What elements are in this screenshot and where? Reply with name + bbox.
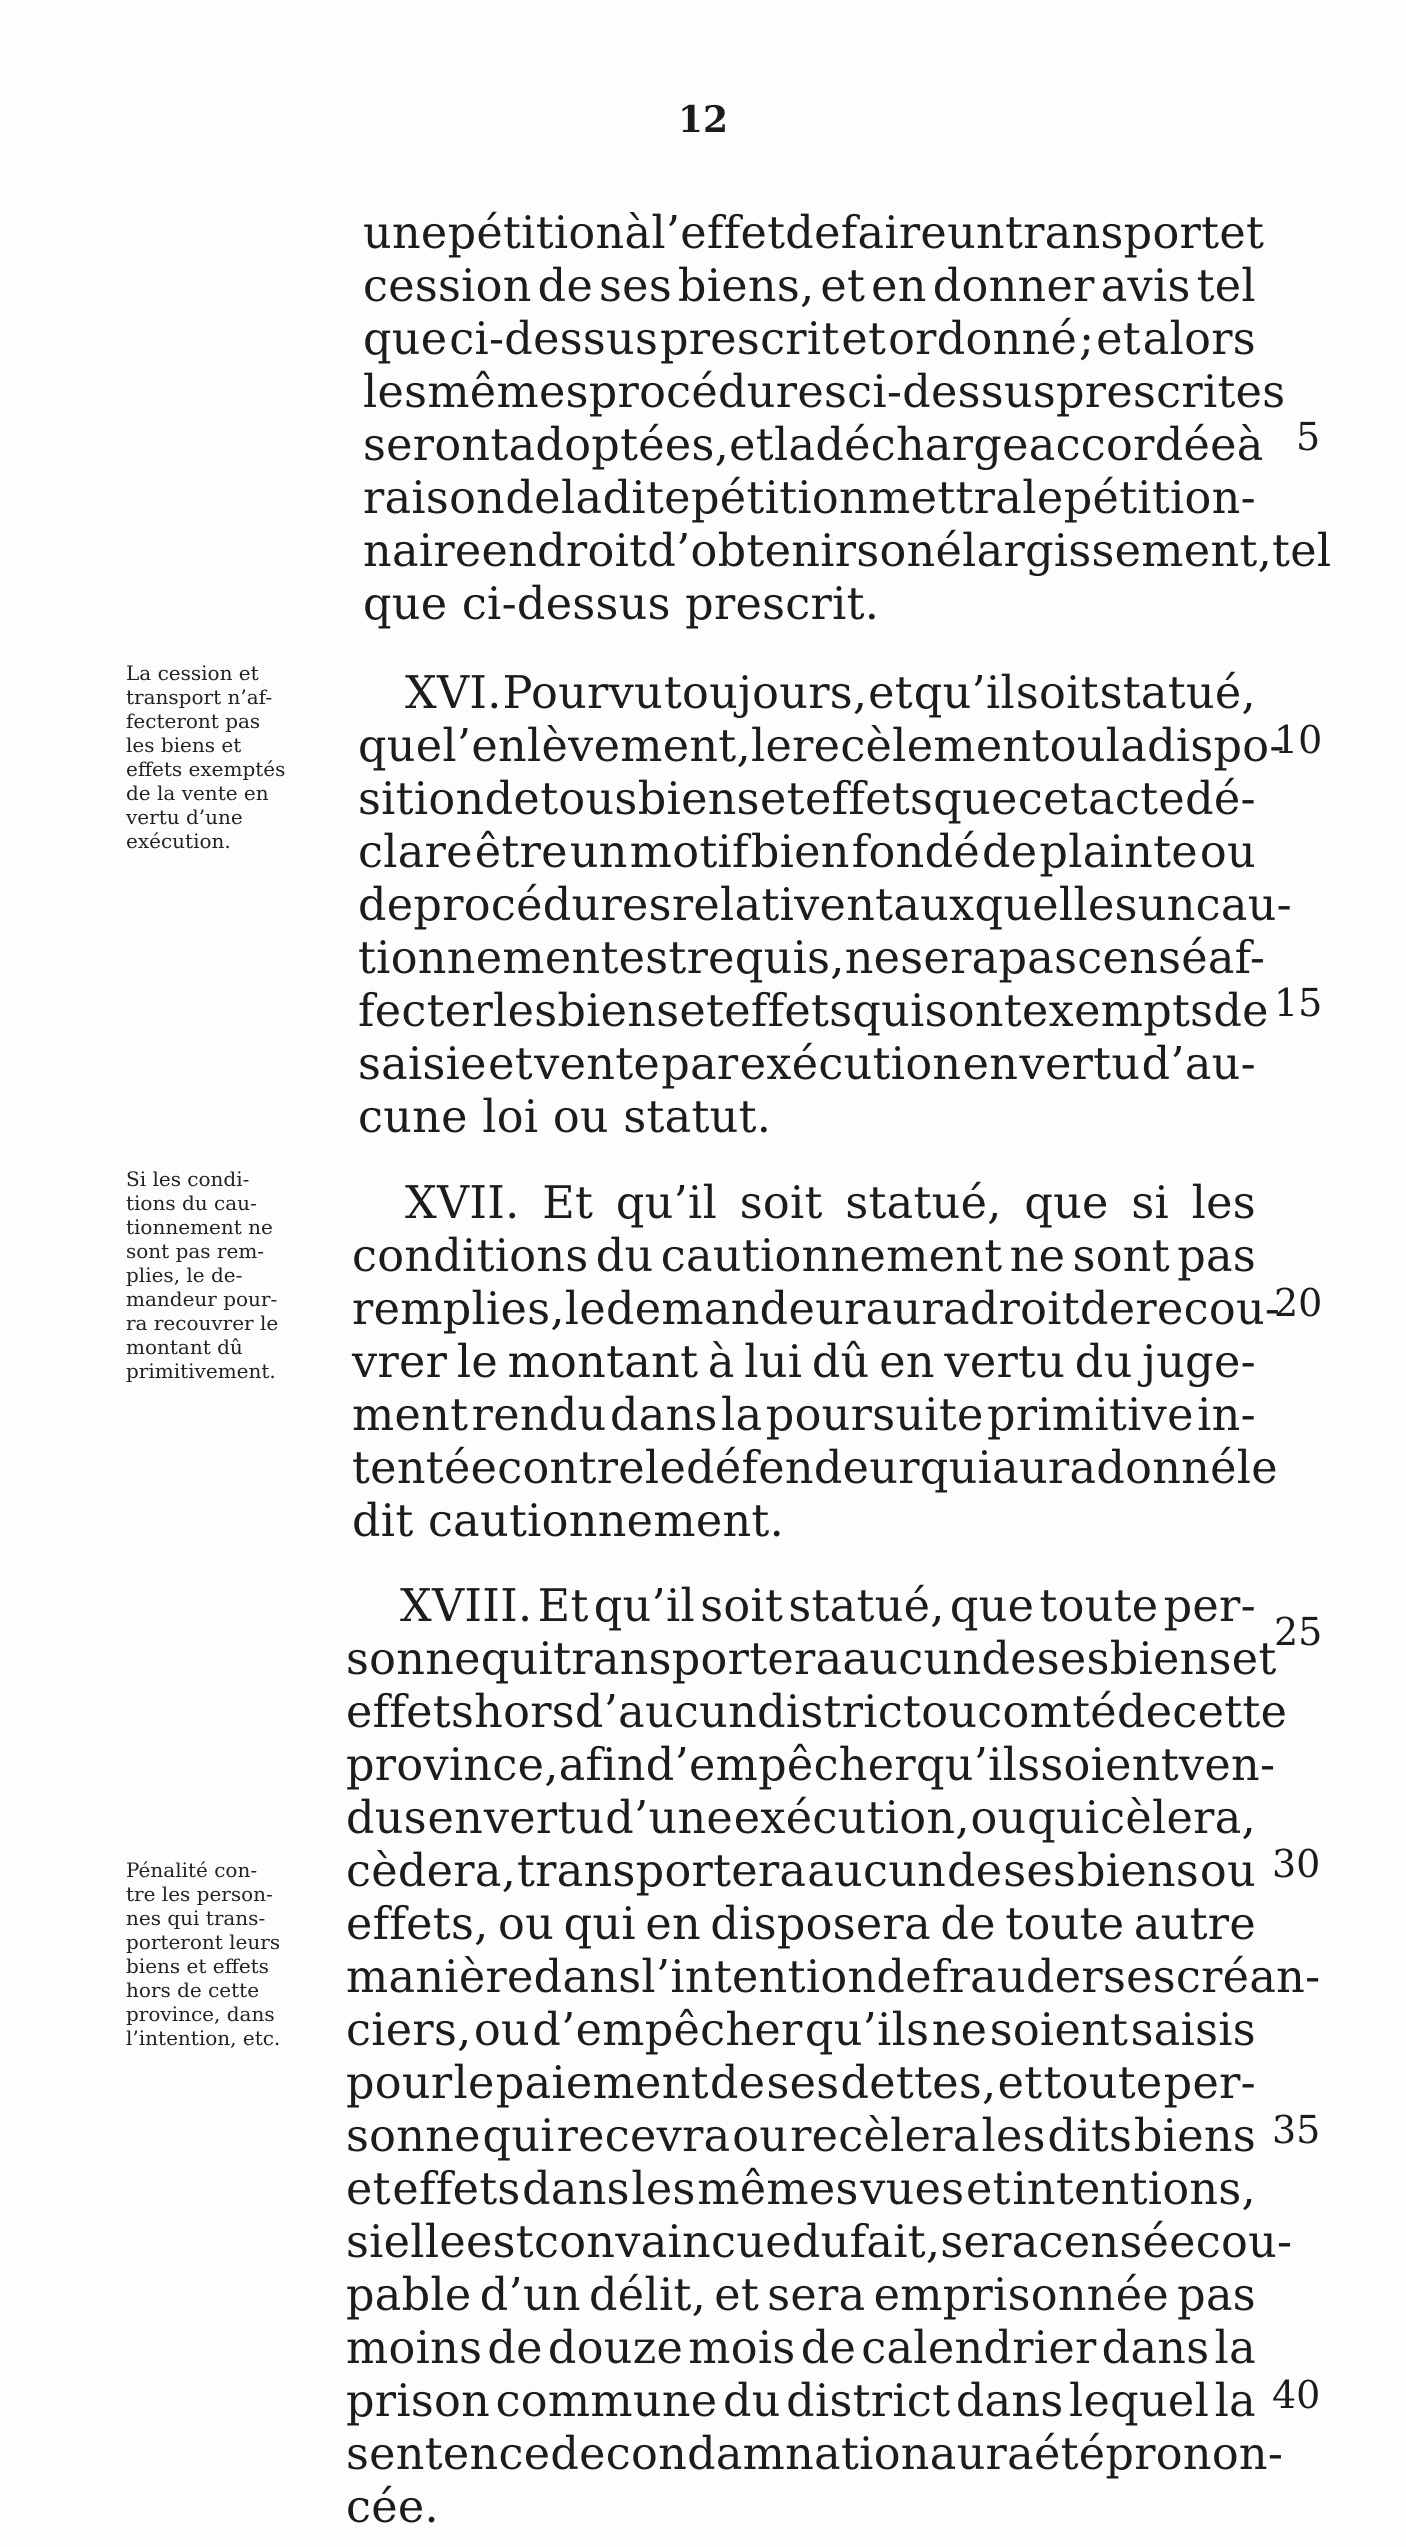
text-line: prison commune du district dans lequel la bbox=[346, 2376, 1256, 2427]
text-line: effets, ou qui en disposera de toute autre bbox=[346, 1899, 1256, 1950]
text-line: seront adoptées, et la décharge accordée à bbox=[363, 420, 1264, 471]
text-line: XVII. Et qu’il soit statué, que si les bbox=[405, 1178, 1256, 1229]
text-line: sonne qui transportera aucun de ses biens et bbox=[346, 1634, 1277, 1685]
text-line: dit cautionnement. bbox=[352, 1496, 785, 1547]
text-line: ment rendu dans la poursuite primitive in- bbox=[352, 1390, 1256, 1441]
page-number: 12 bbox=[677, 99, 729, 141]
margin-note-line: de la vente en bbox=[126, 781, 269, 805]
margin-note-line: tre les person- bbox=[126, 1882, 273, 1906]
text-line: moins de douze mois de calendrier dans la bbox=[346, 2323, 1256, 2374]
text-line: pour le paiement de ses dettes, et toute per- bbox=[346, 2058, 1256, 2109]
margin-note-line: porteront leurs bbox=[126, 1930, 281, 1954]
text-line: conditions du cautionnement ne sont pas bbox=[352, 1231, 1256, 1282]
text-line: que ci-dessus prescrit et ordonné ; et alors bbox=[363, 314, 1256, 365]
text-line: les mêmes procédures ci-dessus prescrites bbox=[363, 367, 1286, 418]
margin-note-line: plies, le de- bbox=[126, 1263, 243, 1287]
margin-note-line: fecteront pas bbox=[126, 709, 261, 733]
text-line: saisie et vente par exécution en vertu d’au- bbox=[358, 1039, 1256, 1090]
text-line: de procédures relativent auxquelles un cau- bbox=[358, 880, 1293, 931]
text-line: XVI. Pourvu toujours, et qu’il soit statué, bbox=[405, 668, 1256, 719]
margin-note-line: effets exemptés bbox=[126, 757, 286, 781]
margin-note-line: montant dû bbox=[126, 1335, 243, 1359]
text-line: si elle est convaincue du fait, sera censée cou- bbox=[346, 2217, 1293, 2268]
line-number: 35 bbox=[1272, 2108, 1321, 2152]
text-line: raison de la dite pétition mettra le pétition- bbox=[363, 473, 1256, 524]
margin-note-line: hors de cette bbox=[126, 1978, 260, 2002]
margin-note-line: l’intention, etc. bbox=[126, 2026, 281, 2050]
line-number: 30 bbox=[1272, 1842, 1321, 1886]
margin-note-line: sont pas rem- bbox=[126, 1239, 265, 1263]
text-line: tionnement est requis, ne sera pas censé af- bbox=[358, 933, 1266, 984]
margin-note-line: nes qui trans- bbox=[126, 1906, 266, 1930]
text-line: sonne qui recevra ou recèlera les dits biens bbox=[346, 2111, 1256, 2162]
margin-note-line: tions du cau- bbox=[126, 1191, 257, 1215]
text-line: effets hors d’aucun district ou comté de cette bbox=[346, 1687, 1288, 1738]
margin-note-line: biens et effets bbox=[126, 1954, 269, 1978]
line-number: 10 bbox=[1274, 718, 1323, 762]
line-number: 20 bbox=[1274, 1281, 1323, 1325]
text-line: une pétition à l’effet de faire un transport et bbox=[363, 208, 1265, 259]
line-number: 25 bbox=[1274, 1610, 1323, 1654]
text-line: pable d’un délit, et sera emprisonnée pas bbox=[346, 2270, 1256, 2321]
text-line: que l’enlèvement, le recèlement ou la dispo- bbox=[358, 721, 1285, 772]
text-line: XVIII. Et qu’il soit statué, que toute per- bbox=[400, 1581, 1256, 1632]
text-line: et effets dans les mêmes vues et intentions, bbox=[346, 2164, 1256, 2215]
margin-note-line: ra recouvrer le bbox=[126, 1311, 279, 1335]
text-line: cune loi ou statut. bbox=[358, 1092, 772, 1143]
margin-note-line: Si les condi- bbox=[126, 1167, 250, 1191]
text-line: naire en droit d’obtenir son élargissement, tel bbox=[363, 526, 1332, 577]
margin-note-line: exécution. bbox=[126, 829, 231, 853]
margin-note-line: La cession et bbox=[126, 661, 259, 685]
margin-note-line: province, dans bbox=[126, 2002, 275, 2026]
text-line: clare être un motif bien fondé de plainte ou bbox=[358, 827, 1256, 878]
text-line: tentée contre le défendeur qui aura donné le bbox=[352, 1443, 1278, 1494]
text-line: fecter les biens et effets qui sont exempts de bbox=[358, 986, 1269, 1037]
margin-note-line: mandeur pour- bbox=[126, 1287, 278, 1311]
text-line: manière dans l’intention de frauder ses créan- bbox=[346, 1952, 1321, 2003]
margin-note-line: transport n’af- bbox=[126, 685, 273, 709]
text-line: province, afin d’empêcher qu’ils soient ven- bbox=[346, 1740, 1276, 1791]
text-line: cession de ses biens, et en donner avis tel bbox=[363, 261, 1256, 312]
line-number: 15 bbox=[1274, 981, 1323, 1025]
margin-note-line: primitivement. bbox=[126, 1359, 276, 1383]
text-line: cèdera, transportera aucun de ses biens ou bbox=[346, 1846, 1256, 1897]
text-line: que ci-dessus prescrit. bbox=[363, 579, 880, 630]
text-line: dus en vertu d’une exécution, ou qui cèlera, bbox=[346, 1793, 1256, 1844]
text-line: cée. bbox=[346, 2482, 439, 2533]
line-number: 5 bbox=[1296, 415, 1321, 459]
margin-note-line: tionnement ne bbox=[126, 1215, 273, 1239]
text-line: sentence de condamnation aura été pronon- bbox=[346, 2429, 1284, 2480]
line-number: 40 bbox=[1272, 2373, 1321, 2417]
margin-note-line: vertu d’une bbox=[126, 805, 243, 829]
text-line: sition de tous biens et effets que cet acte dé- bbox=[358, 774, 1256, 825]
margin-note-line: les biens et bbox=[126, 733, 242, 757]
text-line: remplies, le demandeur aura droit de recou- bbox=[352, 1284, 1281, 1335]
text-line: vrer le montant à lui dû en vertu du juge- bbox=[352, 1337, 1256, 1388]
margin-note-line: Pénalité con- bbox=[126, 1858, 258, 1882]
text-line: ciers, ou d’empêcher qu’ils ne soient saisis bbox=[346, 2005, 1256, 2056]
